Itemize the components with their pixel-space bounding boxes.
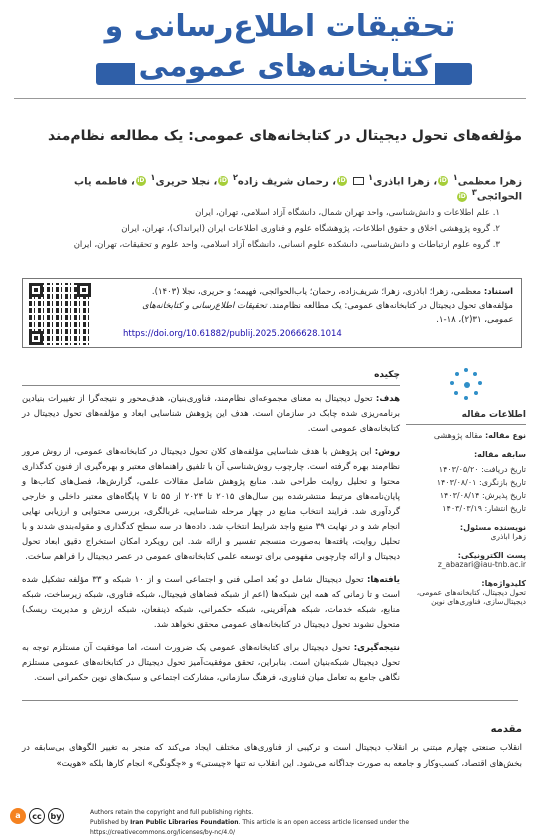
abstract-method bbox=[22, 445, 400, 565]
conclusion-text: تحول دیجیتال برای کتابخانه‌های عمومی یک ضرورت است، اما موفقیت آن مستلزم توجه به تحول دیجیتال شبکه‌بنیان است. بنابراین، تحقق موفقیت‌آمیز تحول دیجیتال در کتابخانه‌های عمومی مستلزم نگاهی جامع به تعامل میان فناوری، فرهنگ سازمانی، مشارکت اجتماعی و سبک‌های نوین حکمرانی است. bbox=[22, 643, 400, 683]
paper-title: مؤلفه‌های تحول دیجیتال در کتابخانه‌های عمومی: یک مطالعه نظام‌مند bbox=[47, 128, 522, 144]
license-line1: Authors retain the copyright and full publishing rights. bbox=[90, 809, 254, 816]
abstract-divider bbox=[22, 700, 518, 701]
qr-corner bbox=[77, 283, 91, 297]
logo-dot bbox=[473, 372, 477, 376]
publisher-link[interactable]: Iran Public Libraries Foundation bbox=[130, 819, 239, 826]
license-line2 bbox=[90, 818, 530, 838]
doi-row bbox=[123, 327, 513, 341]
abstract-heading: چکیده bbox=[22, 368, 400, 386]
license-line2-post[interactable]: . This article is an open access article licensed under the https://creativecommons.org/licenses/by-nc/4.0/ bbox=[90, 819, 410, 836]
abstract-column bbox=[22, 368, 400, 694]
method-label: روش: bbox=[374, 447, 400, 457]
license-line2-pre: Published by bbox=[90, 819, 131, 826]
article-type bbox=[406, 431, 526, 440]
article-info-column bbox=[406, 368, 526, 616]
citation-text bbox=[123, 285, 513, 341]
date-published: تاریخ انتشار: ۱۴۰۳/۰۳/۱۹ bbox=[442, 504, 526, 513]
author-1: زهرا معظمی bbox=[457, 176, 522, 188]
history-label: سابقه مقاله: bbox=[473, 450, 526, 459]
author-2: زهرا اباذری bbox=[373, 176, 430, 188]
abstract-findings bbox=[22, 573, 400, 633]
abstract-conclusion bbox=[22, 641, 400, 686]
license-icons bbox=[10, 808, 64, 824]
open-access-icon: a bbox=[10, 808, 26, 824]
corr-value: زهرا اباذری bbox=[490, 532, 526, 541]
kw-value: تحول دیجیتال، کتابخانه‌های عمومی، دیجیتال‌سازی، فناوری‌های نوین bbox=[416, 588, 526, 606]
citation-body: معظمی، زهرا؛ اباذری، زهرا؛ شریف‌زاده، رحمان؛ یاب‌الحوائجی، فهیمه؛ و حریری، نجلا (۱۴۰۳). مؤلفه‌های تحول دیجیتال در کتابخانه‌های عمومی: یک مطالعه نظام‌مند. bbox=[151, 287, 513, 311]
masthead-line1-wrap bbox=[90, 6, 470, 46]
intro-heading: مقدمه bbox=[490, 724, 522, 735]
logo-dot bbox=[474, 391, 478, 395]
citation-tail: ، ۳۱(۲)، ۱۸-۱. bbox=[436, 315, 487, 325]
affiliation-item: ۳. گروه علوم ارتباطات و دانش‌شناسی، دانشکده علوم انسانی، دانشگاه آزاد اسلامی، واحد علوم و تحقیقات، تهران، ایران bbox=[73, 240, 500, 250]
citation-label: استناد: bbox=[483, 287, 513, 297]
author-5-sup: ۳ bbox=[471, 187, 477, 198]
orcid-icon[interactable]: iD bbox=[137, 177, 145, 185]
date-revised: تاریخ بازنگری: ۱۴۰۳/۰۸/۰۱ bbox=[436, 478, 526, 487]
author-4: نجلا حریری bbox=[155, 176, 211, 188]
logo-dot bbox=[464, 368, 468, 372]
orcid-icon[interactable]: iD bbox=[338, 177, 346, 185]
date-accepted: تاریخ پذیرش: ۱۴۰۳/۰۸/۱۴ bbox=[439, 491, 526, 500]
affiliation-list bbox=[20, 208, 500, 256]
masthead-line1: تحقیقات اطلاع‌رسانی و bbox=[104, 8, 456, 44]
masthead-line2-wrap-inner bbox=[135, 49, 436, 84]
masthead-line2: کتابخانه‌های عمومی bbox=[135, 49, 436, 84]
qr-corner bbox=[29, 283, 43, 297]
orcid-icon[interactable]: iD bbox=[439, 177, 447, 185]
goal-text: تحول دیجیتال به معنای مجموعه‌ای نظام‌مند، فناوری‌بنیان، هدف‌محور و نتیجه‌گرا از تغییرات بنیادین برنامه‌ریزی شده چابک در سازمان است. هدف این پژوهش شناسایی ابعاد و مؤلفه‌های تحول دیجیتال در کتابخانه‌های عمومی است. bbox=[22, 394, 400, 434]
method-text: این پژوهش با هدف شناسایی مؤلفه‌های کلان تحول دیجیتال در کتابخانه‌های عمومی، از روش مرور نظام‌مند بهره گرفته است. چارچوب روش‌شناسی آن با تلفیق راهنماهای معتبر و بهره‌گیری از فنون کدگذاری محتوا و تحلیل روایت طراحی شد. منابع پژوهش شامل مقالات علمی، گزارش‌ها، فصل‌های کتاب‌ها و پایان‌نامه‌های مرتبط منتشرشده بین سال‌های ۲۰۱۵ تا ۲۰۲۴ از ۵۵ تا ۷ پایگاه‌های معتبر داخلی و خارجی گردآوری شد. فرایند انتخاب منابع در چهار مرحله شناسایی، غربالگری، بررسی محتوایی و ارزیابی نهایی انجام شد و در نهایت ۳۹ منبع واجد شرایط انتخاب شد. داده‌ها در سه سطح کدگذاری و مقوله‌بندی شدند و با تحلیل روایت، یافته‌ها به‌صورت منسجم تفسیر و ارائه شد. این رویکرد امکان استخراج دقیق ابعاد تحول دیجیتال و ارائه چارچوبی مفهومی برای توسعه علمی کتابخانه‌های عمومی در عصر دیجیتال را فراهم ساخت. bbox=[22, 447, 401, 562]
kw-label: کلیدواژه‌ها: bbox=[481, 579, 526, 588]
intro-text: انقلاب صنعتی چهارم مبتنی بر انقلاب دیجیتال است و ترکیبی از فناوری‌های مختلف ایجاد می‌کند که منجر به تغییر الگوهای بی‌سابقه در بخش‌های اقتصاد، کسب‌وکار و جامعه به صورت جداگانه می‌شود. این انقلاب نه تنها «چیستی» و «چگونگی» انجام کارها بلکه «هویت» bbox=[22, 743, 522, 769]
masthead-line2-wrap bbox=[110, 46, 460, 86]
mail-icon[interactable] bbox=[353, 177, 364, 185]
license-footer bbox=[10, 806, 530, 834]
info-heading: اطلاعات مقاله bbox=[406, 410, 526, 425]
goal-label: هدف: bbox=[375, 394, 400, 404]
qr-code-icon[interactable] bbox=[29, 283, 91, 345]
affiliation-item: ۲. گروه پژوهشی اخلاق و حقوق اطلاعات، پژوهشگاه علوم و فناوری اطلاعات ایران (ایرانداک)، تهران، ایران bbox=[121, 224, 500, 234]
author-5: فاطمه یاب الحوائجی bbox=[74, 176, 522, 203]
header-divider bbox=[14, 98, 526, 99]
author-4-sup: ۱ bbox=[150, 172, 156, 182]
by-icon: by bbox=[48, 808, 64, 824]
corresponding-author bbox=[406, 523, 526, 541]
conclusion-label: نتیجه‌گیری: bbox=[353, 643, 400, 653]
corr-label: نویسنده مسئول: bbox=[459, 523, 526, 532]
library-logo-icon bbox=[449, 368, 483, 402]
citation-box bbox=[22, 278, 522, 348]
author-list: زهرا معظمی$^۱$ iD، زهرا اباذری$^۱$ iD، رحمان شریف زاده$^۲$ iD، نجلا حریری$^۱$ iD، فاطمه یاب الحوائجی$^۳$ iD bbox=[74, 172, 522, 203]
article-type-label: نوع مقاله: bbox=[484, 431, 526, 440]
orcid-icon[interactable]: iD bbox=[458, 192, 466, 200]
date-received: تاریخ دریافت: ۱۴۰۳/۰۵/۲۰ bbox=[438, 465, 526, 474]
author-3-sup: ۲ bbox=[232, 172, 238, 182]
logo-dot bbox=[450, 381, 454, 385]
history-dates bbox=[406, 465, 526, 513]
logo-dot bbox=[478, 381, 482, 385]
cc-icon: cc bbox=[29, 808, 45, 824]
keywords-block bbox=[406, 579, 526, 606]
logo-dot bbox=[454, 391, 458, 395]
abstract-goal bbox=[22, 392, 400, 437]
email-block bbox=[406, 551, 526, 569]
qr-corner bbox=[29, 331, 43, 345]
article-type-value: مقاله پژوهشی bbox=[433, 431, 483, 440]
findings-text: تحول دیجیتال شامل دو بُعد اصلی فنی و اجتماعی است و از ۱۰ شبکه و ۳۳ مؤلفه تشکیل شده است و تا زمانی که همه این شبکه‌ها (اعم از شبکه فضاهای فیجیتال، شبکه فناوری، شبکه زیرساخت، شبکه منابع، شبکه خدمات، شبکه هم‌آفرینی، شبکه حکمرانی، شبکه ذینفعان، شبکه ارزش و مدیریت ریسک) متحول نشوند تحول دیجیتال در کتابخانه‌های عمومی محقق نخواهد شد. bbox=[22, 575, 400, 630]
logo-dot bbox=[464, 396, 468, 400]
orcid-icon[interactable]: iD bbox=[219, 177, 227, 185]
email-label: پست الکترونیکی: bbox=[457, 551, 526, 560]
citation-journal: تحقیقات اطلاع‌رسانی و کتابخانه‌های عمومی bbox=[142, 301, 513, 325]
findings-label: یافته‌ها: bbox=[366, 575, 400, 585]
affiliation-item: ۱. علم اطلاعات و دانش‌شناسی، واحد تهران شمال، دانشگاه آزاد اسلامی، تهران، ایران bbox=[195, 208, 500, 218]
author-3: رحمان شریف زاده bbox=[237, 176, 329, 188]
author-2-sup: ۱ bbox=[368, 172, 374, 182]
license-text bbox=[90, 808, 530, 838]
journal-masthead bbox=[90, 6, 470, 88]
logo-center bbox=[464, 382, 470, 388]
email-value[interactable]: z_abazari@iau-tnb.ac.ir bbox=[437, 560, 526, 569]
doi-link[interactable]: https://doi.org/10.61882/publij.2025.2066628.1014 bbox=[123, 329, 342, 339]
article-history bbox=[406, 450, 526, 513]
logo-dot bbox=[455, 372, 459, 376]
author-1-sup: ۱ bbox=[452, 172, 458, 182]
